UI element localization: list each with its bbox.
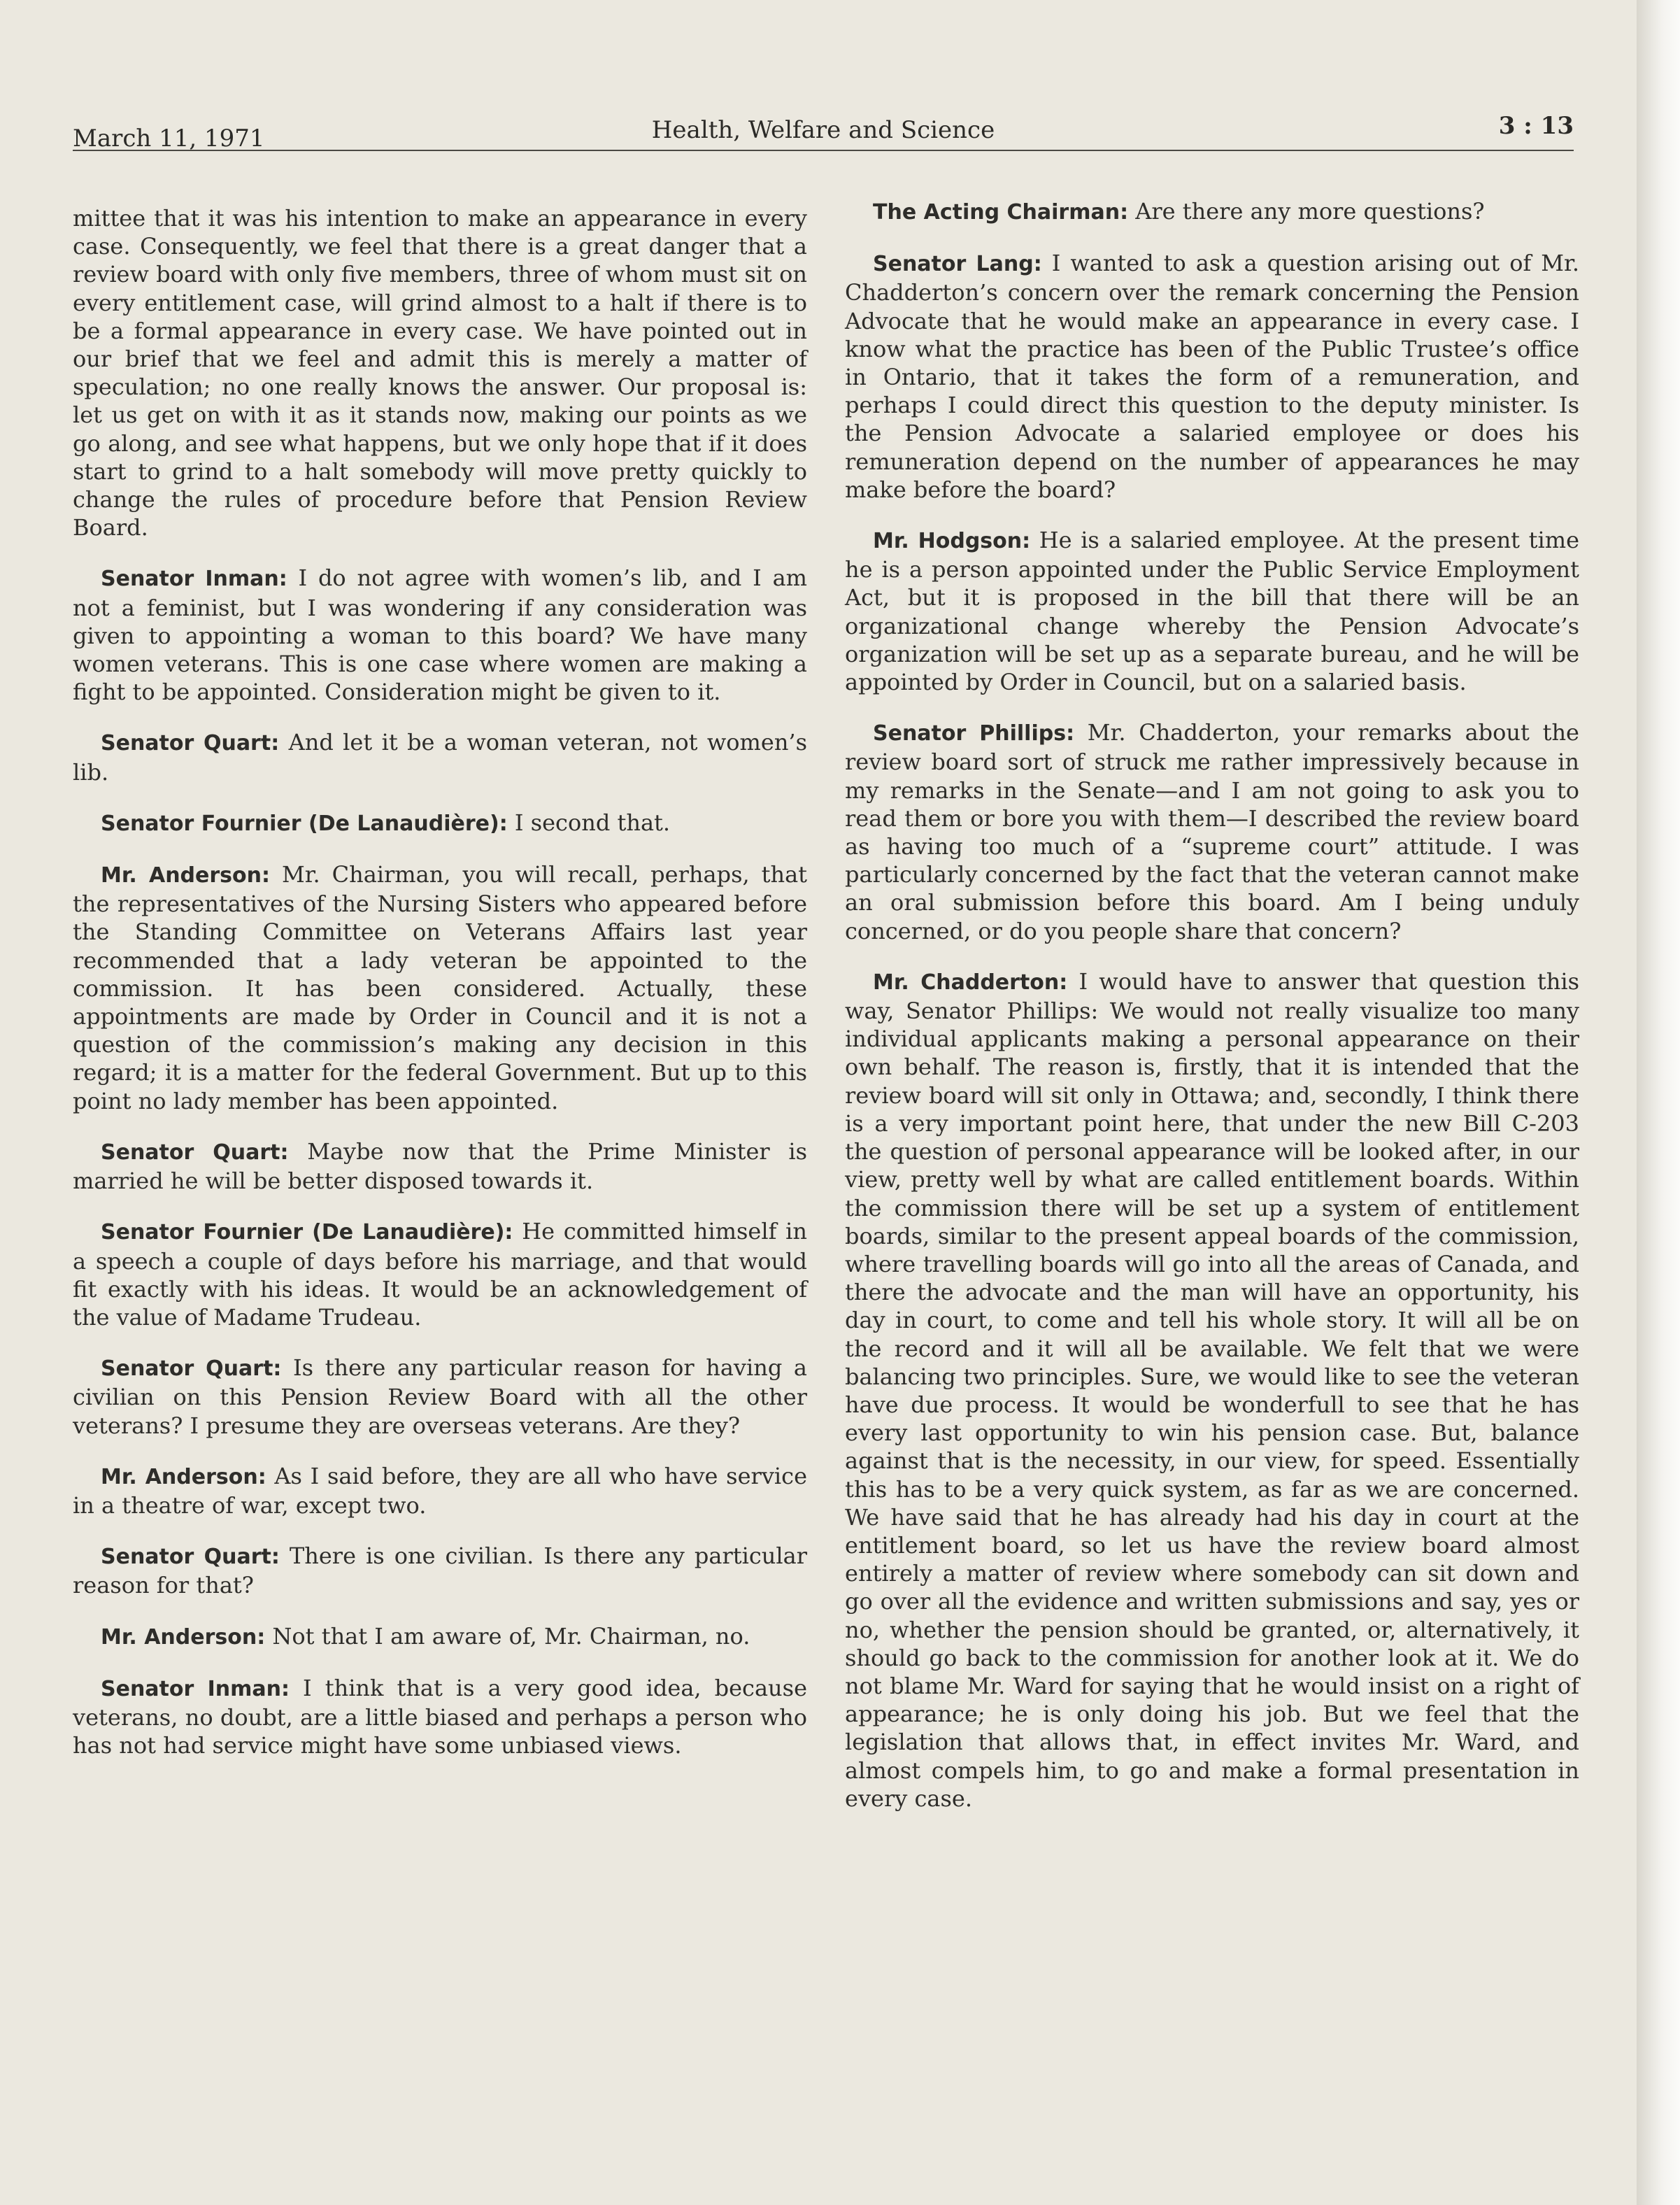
page-header [73,112,1574,154]
speech-text: As I said before, they are all who have service in a theatre of war, except two. [73,1462,808,1519]
speech-paragraph [73,1542,807,1599]
speech-paragraph [73,1622,807,1652]
speech-text: I do not agree with women’s lib, and I am not a feminist, but I was wondering if any consideration was given to appointing a woman to this board? We have many women veterans. This is one case where women are making a fight to be appointed. Consideration might be given to it. [73,565,807,706]
speech-paragraph [845,526,1579,696]
header-date: March 11, 1971 [73,125,265,153]
header-rule [73,150,1574,151]
speech-text: I wanted to ask a question arising out of Mr. Chadderton’s concern over the remark concerning the Pension Advocate that he would make an appearance in every case. I know what the practice has been of the Public Trustee’s office in Ontario, that it takes the form of a remuneration, and perhaps I could direct this question to the deputy minister. Is the Pension Advocate a salaried employee or does his remuneration depend on the number of appearances he may make before the board? [845,250,1580,503]
speaker-name: Senator Quart: [101,731,280,756]
speech-paragraph [73,1674,807,1760]
speech-text: I second that. [514,809,671,836]
speaker-name: Senator Inman: [101,1676,290,1701]
speech-text: There is one civilian. Is there any particular reason for that? [73,1543,808,1599]
speech-paragraph [845,197,1579,227]
speaker-name: Mr. Anderson: [101,1464,266,1489]
speech-text: Mr. Chairman, you will recall, perhaps, that the representatives of the Nursing Sisters who appeared before the Standing Committee on Veterans Affairs last year recommended that a lady veteran be appointed to the commission. It has been considered. Actually, these appointments are made by Order in Council and it is not a question of the commission’s making any decision in this regard; it is a matter for the federal Government. But up to this point no lady member has been appointed. [73,861,807,1114]
speaker-name: Senator Phillips: [873,721,1075,746]
speech-paragraph [73,1217,807,1331]
speaker-name: Mr. Hodgson: [873,529,1031,554]
header-page-number: 3 : 13 [1498,112,1574,140]
speaker-name: The Acting Chairman: [873,200,1129,225]
speech-paragraph [73,728,807,786]
page-edge [1637,0,1680,2205]
speech-paragraph [845,249,1579,504]
speaker-name: Senator Inman: [101,567,287,592]
speech-paragraph [845,718,1579,945]
continued-paragraph: mittee that it was his intention to make an appearance in every case. Consequently, we feel that there is a great danger that a review board with only five members, three of whom must sit on every entitlement case, will grind almost to a halt if there is to be a formal appearance in every case. We have pointed out in our brief that we feel and admit this is merely a matter of speculation; no one really knows the answer. Our proposal is: let us get on with it as it stands now, making our points as we go along, and see what happens, but we only hope that if it does start to grind to a halt somebody will move pretty quickly to change the rules of procedure before that Pension Review Board. [73,205,807,541]
speaker-name: Senator Fournier (De Lanaudière): [101,1220,513,1245]
speech-text: Is there any particular reason for having a civilian on this Pension Review Board with all the other veterans? I presume they are overseas veterans. Are they? [73,1354,808,1439]
speech-text: He is a salaried employee. At the present time he is a person appointed under the Public Service Employment Act, but it is proposed in the bill that there will be an organizational change whereby the Pension Advocate’s organization will be set up as a separate bureau, and he will be appointed by Order in Council, but on a salaried basis. [845,527,1580,696]
speech-text: Not that I am aware of, Mr. Chairman, no. [272,1622,750,1650]
speaker-name: Senator Quart: [101,1356,282,1382]
speech-paragraph [73,1137,807,1195]
speaker-name: Senator Lang: [873,252,1042,277]
header-journal-title: Health, Welfare and Science [651,116,995,144]
speech-paragraph [73,809,807,838]
left-column [73,204,807,1782]
speech-paragraph [845,967,1579,1813]
speaker-name: Mr. Anderson: [101,863,270,888]
speech-paragraph [73,1462,807,1519]
speech-text: I think that is a very good idea, because veterans, no doubt, are a little biased and perhaps a person who has not had service might have some unbiased views. [73,1674,808,1759]
speech-text: And let it be a woman veteran, not women’s lib. [73,729,808,786]
right-column [845,197,1579,1835]
speech-paragraph [73,564,807,706]
speech-text: I would have to answer that question this way, Senator Phillips: We would not really visualize too many individual applicants making a personal appearance on their own behalf. The reason is, firstly, that it is intended that the review board will sit only in Ottawa; and, secondly, I think there is a very important point here, that under the new Bill C-203 the question of personal appearance will be looked after, in our view, pretty well by what are called entitlement boards. Within the commission there will be set up a system of entitlement boards, similar to the present appeal boards of the commission, where travelling boards will go into all the areas of Canada, and there the advocate and the man will have an opportunity, his day in court, to come and tell his whole story. It will all be on the record and it will all be available. We felt that we were balancing two principles. Sure, we would like to see the veteran have due process. It would be wonderfull to see that he has every last opportunity to win his pension case. But, balance against that is the necessity, in our view, for speed. Essentially this has to be a very quick system, as far as we are concerned. We have said that he has already had his day in court at the entitlement board, so let us have the review board almost entirely a matter of review where somebody can sit down and go over all the evidence and written submissions and say, yes or no, whether the pension should be granted, or, alternatively, it should go back to the commission for another look at it. We do not blame Mr. Ward for saying that he would insist on a right of appearance; he is only doing his job. But we feel that the legislation that allows that, in effect invites Mr. Ward, and almost compels him, to go and make a formal presentation in every case. [845,967,1580,1812]
speech-paragraph [73,860,807,1115]
speech-text: Maybe now that the Prime Minister is married he will be better disposed towards it. [73,1137,808,1195]
speaker-name: Mr. Chadderton: [873,970,1068,995]
speaker-name: Senator Quart: [101,1545,280,1570]
speech-paragraph [73,1354,807,1440]
speech-text: He committed himself in a speech a couple of days before his marriage, and that would fit exactly with his ideas. It would be an acknowledgement of the value of Madame Trudeau. [73,1218,807,1331]
speaker-name: Senator Quart: [101,1140,289,1165]
speech-text: Are there any more questions? [1135,198,1485,225]
speech-text: Mr. Chadderton, your remarks about the review board sort of struck me rather impressively because in my remarks in the Senate—and I am not going to ask you to read them or bore you with them—I described the review board as having too much of a “supreme court” attitude. I was particularly concerned by the fact that the veteran cannot make an oral submission before this board. Am I being unduly concerned, or do you people share that concern? [845,719,1579,944]
speaker-name: Mr. Anderson: [101,1624,266,1650]
speaker-name: Senator Fournier (De Lanaudière): [101,811,508,836]
